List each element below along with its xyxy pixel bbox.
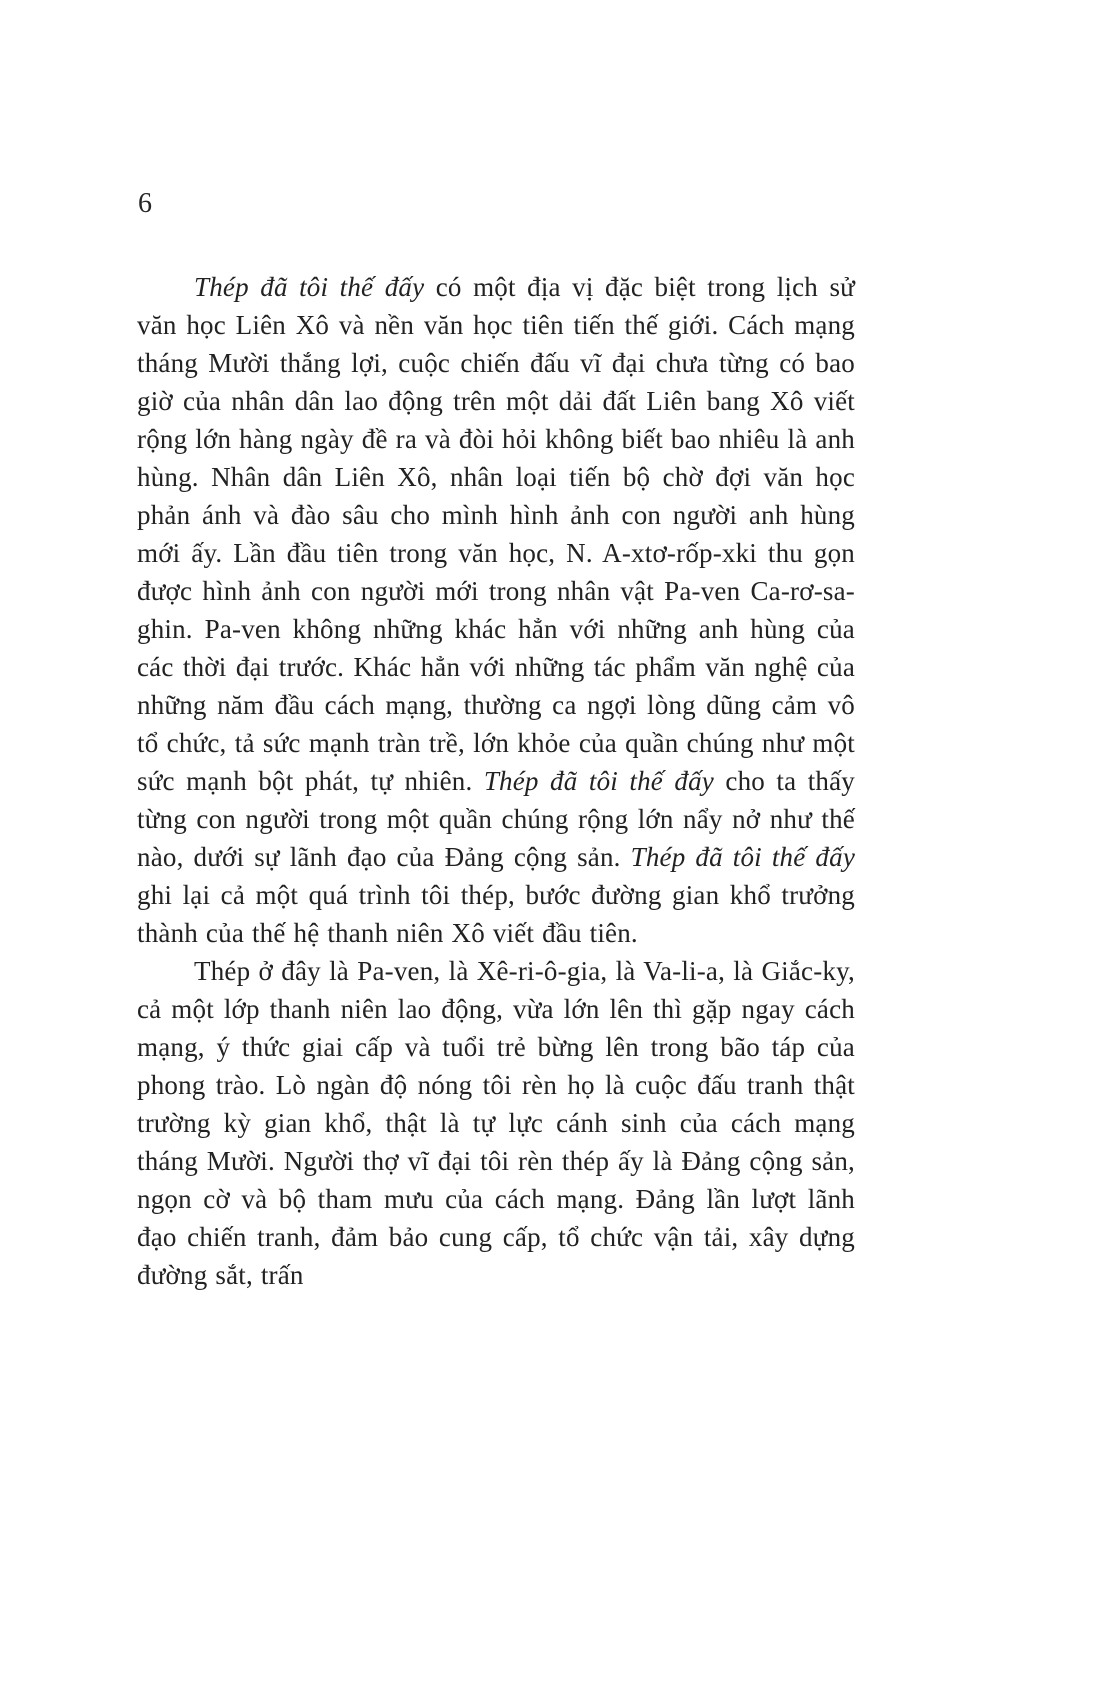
paragraph [137,952,855,1294]
text-block [137,268,855,1294]
text-run: có một địa vị đặc biệt trong lịch sử văn học Liên Xô và nền văn học tiên tiến thế giới. Cách mạng tháng Mười thắng lợi, cuộc chiến đấu vĩ đại chưa từng có bao giờ của nhân dân lao động trên một dải đất Liên bang Xô viết rộng lớn hàng ngày đề ra và đòi hỏi không biết bao nhiêu là anh hùng. Nhân dân Liên Xô, nhân loại tiến bộ chờ đợi văn học phản ánh và đào sâu cho mình hình ảnh con người anh hùng mới ấy. Lần đầu tiên trong văn học, N. A-xtơ-rốp-xki thu gọn được hình ảnh con người mới trong nhân vật Pa-ven Ca-rơ-sa-ghin. Pa-ven không những khác hẳn với những anh hùng của các thời đại trước. Khác hẳn với những tác phẩm văn nghệ của những năm đầu cách mạng, thường ca ngợi lòng dũng cảm vô tổ chức, tả sức mạnh tràn trề, lớn khỏe của quần chúng như một sức mạnh bột phát, tự nhiên. [137,272,855,796]
text-run: cho ta thấy từng con người trong một quần chúng rộng lớn nẩy nở như thế nào, dưới sự lãnh đạo của Đảng cộng sản. [137,766,855,872]
page-number: 6 [138,188,152,219]
italic-text-run: Thép đã tôi thế đấy [630,842,855,872]
italic-text-run: Thép đã tôi thế đấy [483,766,714,796]
text-run: ghi lại cả một quá trình tôi thép, bước đường gian khổ trưởng thành của thế hệ thanh niên Xô viết đầu tiên. [137,880,855,948]
paragraph [137,268,855,952]
text-run: Thép ở đây là Pa-ven, là Xê-ri-ô-gia, là Va-li-a, là Giắc-ky, cả một lớp thanh niên lao động, vừa lớn lên thì gặp ngay cách mạng, ý thức giai cấp và tuổi trẻ bừng lên trong bão táp của phong trào. Lò ngàn độ nóng tôi rèn họ là cuộc đấu tranh thật trường kỳ gian khổ, thật là tự lực cánh sinh của cách mạng tháng Mười. Người thợ vĩ đại tôi rèn thép ấy là Đảng cộng sản, ngọn cờ và bộ tham mưu của cách mạng. Đảng lần lượt lãnh đạo chiến tranh, đảm bảo cung cấp, tổ chức vận tải, xây dựng đường sắt, trấn [137,956,855,1290]
italic-text-run: Thép đã tôi thế đấy [194,272,425,302]
